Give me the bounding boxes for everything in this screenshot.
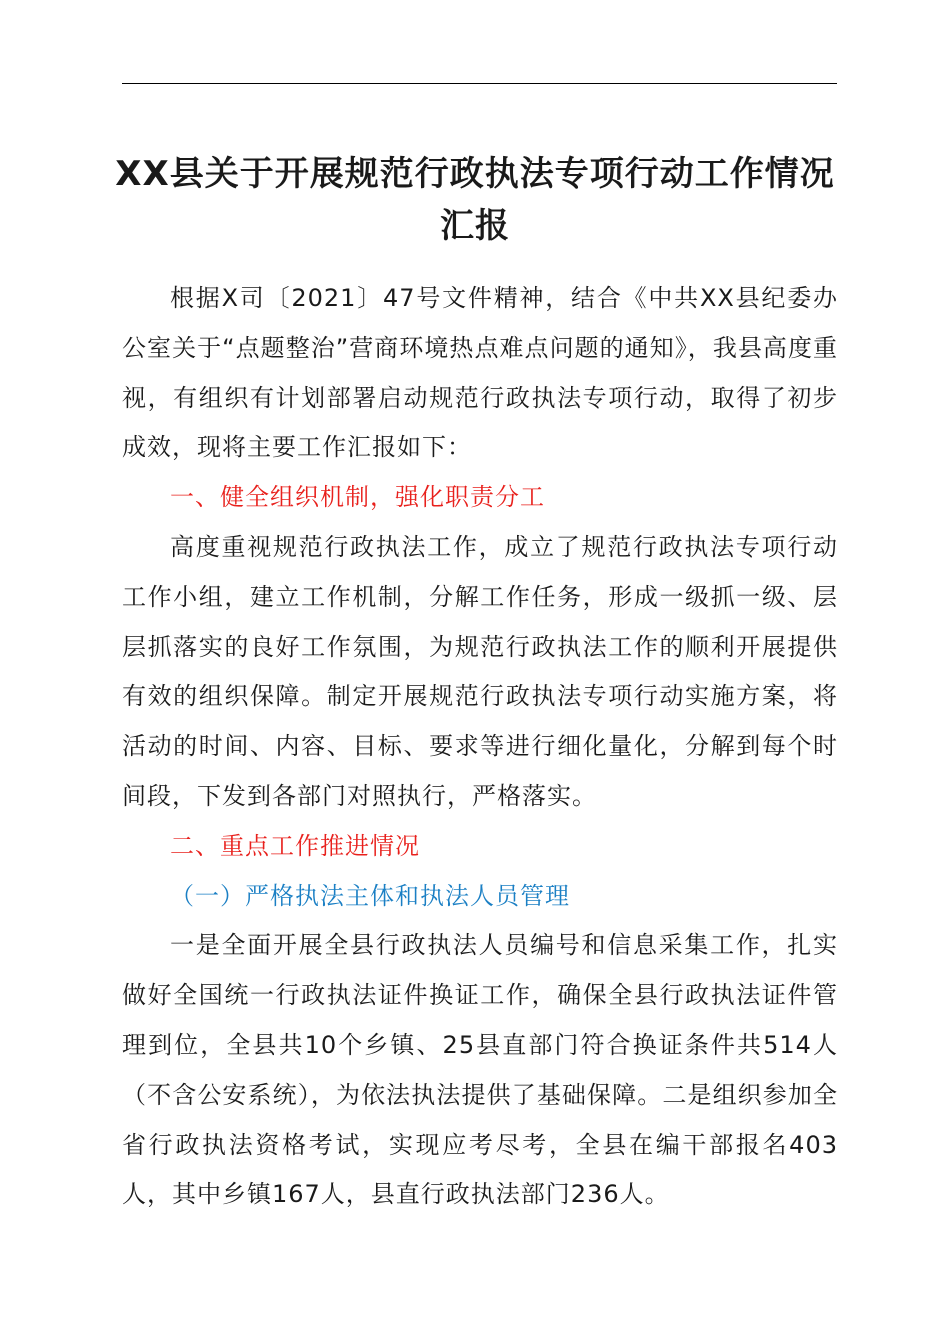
document-title: XX县关于开展规范行政执法专项行动工作情况汇报 xyxy=(115,154,835,246)
section-1-heading: 一、健全组织机制，强化职责分工 xyxy=(170,483,545,512)
header-rule xyxy=(122,83,837,84)
subsection-1-heading: （一）严格执法主体和执法人员管理 xyxy=(170,881,570,910)
intro-paragraph: 根据X司〔2021〕47号文件精神，结合《中共XX县纪委办公室关于“点题整治”营商环境热点难点问题的通知》，我县高度重视，有组织有计划部署启动规范行政执法专项行动，取得了初步成效，现将主要工作汇报如下： xyxy=(122,284,838,462)
subsection-1-paragraph: 一是全面开展全县行政执法人员编号和信息采集工作，扎实做好全国统一行政执法证件换证工作，确保全县行政执法证件管理到位，全县共10个乡镇、25县直部门符合换证条件共514人（不含公安系统），为依法执法提供了基础保障。二是组织参加全省行政执法资格考试，实现应考尽考，全县在编干部报名403人，其中乡镇167人，县直行政执法部门236人。 xyxy=(122,931,838,1209)
section-2-heading: 二、重点工作推进情况 xyxy=(170,831,420,860)
document-body xyxy=(122,274,838,1220)
section-1-paragraph: 高度重视规范行政执法工作，成立了规范行政执法专项行动工作小组，建立工作机制，分解工作任务，形成一级抓一级、层层抓落实的良好工作氛围，为规范行政执法工作的顺利开展提供有效的组织保障。制定开展规范行政执法专项行动实施方案，将活动的时间、内容、目标、要求等进行细化量化，分解到每个时间段，下发到各部门对照执行，严格落实。 xyxy=(122,532,838,810)
